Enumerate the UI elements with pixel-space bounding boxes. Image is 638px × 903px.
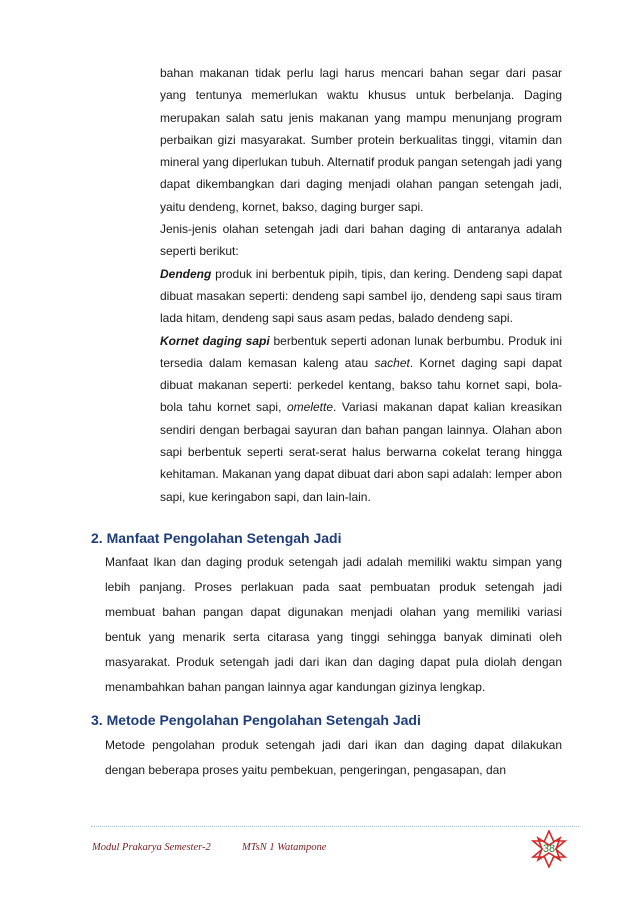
intro-block: [160, 62, 562, 508]
types-intro-paragraph: Jenis-jenis olahan setengah jadi dari bahan daging di antaranya adalah seperti berikut:: [160, 222, 562, 259]
footer-module-title: Modul Prakarya Semester-2: [92, 842, 211, 853]
kornet-text-1: berbentuk seperti adonan lunak berbumbu. Produk ini tersedia dalam kemasan kaleng atau: [160, 333, 562, 370]
section3-paragraph: Metode pengolahan produk setengah jadi dari ikan dan daging dapat dilakukan dengan beberapa proses yaitu pembekuan, pengeringan, pengasapan, dan: [105, 738, 562, 777]
kornet-paragraph: [160, 330, 562, 508]
section3-heading: 3. Metode Pengolahan Pengolahan Setengah Jadi: [91, 712, 421, 728]
dendeng-term: Dendeng: [160, 266, 212, 281]
page-number: 38: [542, 843, 556, 855]
section3-body: [105, 733, 562, 783]
section2-heading: 2. Manfaat Pengolahan Setengah Jadi: [91, 530, 342, 546]
footer-divider: [91, 826, 579, 827]
intro-paragraph: bahan makanan tidak perlu lagi harus mencari bahan segar dari pasar yang tentunya memerlukan waktu khusus untuk berbelanja. Daging merupakan salah satu jenis makanan yang mampu menunjang program perbaikan gizi masyarakat. Sumber protein berkualitas tinggi, vitamin dan mineral yang diperlukan tubuh. Alternatif produk pangan setengah jadi yang dapat dikembangkan dari daging menjadi olahan pangan setengah jadi, yaitu dendeng, kornet, bakso, daging burger sapi.: [160, 66, 562, 214]
dendeng-text: produk ini berbentuk pipih, tipis, dan kering. Dendeng sapi dapat dibuat masakan seperti: dendeng sapi sambel ijo, dendeng sapi saus tiram lada hitam, dendeng sapi saus asam pedas, balado dendeng sapi.: [160, 266, 562, 326]
kornet-italic-sachet: sachet: [374, 355, 410, 370]
dendeng-paragraph: [160, 263, 562, 330]
section2-paragraph: Manfaat Ikan dan daging produk setengah jadi adalah memiliki waktu simpan yang lebih panjang. Proses perlakuan pada saat pembuatan produk setengah jadi membuat bahan pangan dapat digunakan menjadi olahan yang memiliki variasi bentuk yang menarik serta citarasa yang tinggi sehingga banyak diminati oleh masyarakat. Produk setengah jadi dari ikan dan daging dapat pula diolah dengan menambahkan bahan pangan lainnya agar kandungan gizinya lengkap.: [105, 555, 562, 694]
kornet-term: Kornet daging sapi: [160, 333, 270, 348]
kornet-italic-omelette: omelette: [286, 400, 333, 415]
kornet-text-3: . Variasi makanan dapat kalian kreasikan sendiri dengan berbagai sayuran dan bahan pangan lainnya. Olahan abon sapi berbentuk seperti serat-serat halus berwarna cokelat terang hingga kehitaman. Makanan yang dapat dibuat dari abon sapi adalah: lemper abon sapi, kue keringabon sapi, dan lain-lain.: [160, 400, 563, 504]
section2-body: [105, 550, 562, 700]
kornet-text-2: . Kornet daging sapi dapat dibuat makanan seperti: perkedel kentang, bakso tahu kornet sapi, bola-bola tahu kornet sapi,: [160, 355, 562, 415]
footer-school-name: MTsN 1 Watampone: [242, 842, 327, 853]
